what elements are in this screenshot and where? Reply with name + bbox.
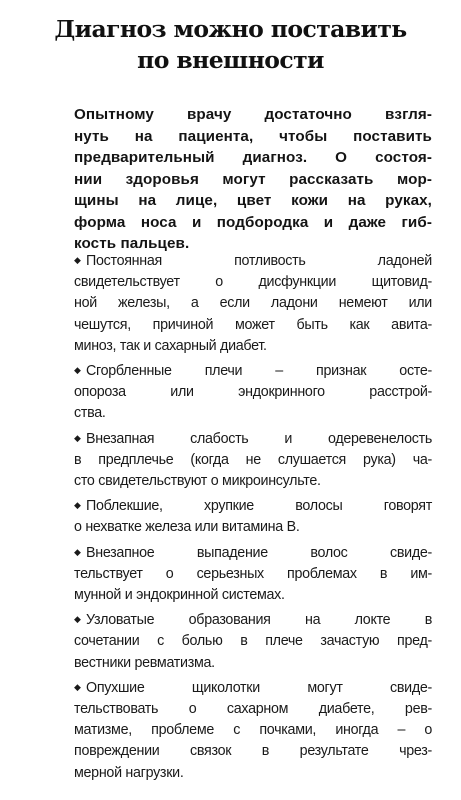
title-line: по внешности <box>137 46 324 74</box>
lead-line: нуть на пациента, чтобы поставить <box>74 127 432 145</box>
lead-paragraph <box>74 104 432 255</box>
symptom-item <box>74 495 432 538</box>
symptom-item <box>74 360 432 425</box>
bullet-diamond-icon: ◆ <box>74 432 81 443</box>
symptom-line: чешутся, причиной может быть как авита- <box>74 316 432 333</box>
symptom-line: свидетельствует о дисфункции щитовид- <box>74 274 432 291</box>
symptom-line: ной железы, а если ладони немеют или <box>74 295 432 312</box>
symptom-line-text: Внезапная слабость и одеревенелость <box>86 430 432 447</box>
bullet-diamond-icon: ◆ <box>74 546 81 557</box>
symptom-item <box>74 250 432 357</box>
symptom-line-text: Постоянная потливость ладоней <box>86 253 432 269</box>
symptom-line: тельствует о серьезных проблемах в им- <box>74 565 432 582</box>
symptom-line <box>74 360 432 382</box>
lead-line: кость пальцев. <box>74 235 190 252</box>
symptom-line: повреждении связок в результате чрез- <box>74 743 432 760</box>
symptom-line: ства. <box>74 405 106 422</box>
symptom-line: вестники ревматизма. <box>74 654 215 671</box>
symptom-line <box>74 542 432 564</box>
symptom-item <box>74 542 432 607</box>
article-title <box>10 14 451 76</box>
bullet-diamond-icon: ◆ <box>74 500 81 511</box>
symptom-line <box>74 609 432 631</box>
symptom-line-text: Опухшие щиколотки могут свиде- <box>86 679 432 696</box>
symptom-line: тельствовать о сахарном диабете, рев- <box>74 701 432 718</box>
lead-line: форма носа и подбородка и даже гиб- <box>74 213 432 231</box>
symptom-line <box>74 677 432 699</box>
symptom-line: матизме, проблеме с почками, иногда – о <box>74 722 432 739</box>
lead-line: Опытному врачу достаточно взгля- <box>74 106 432 123</box>
symptom-line: мерной нагрузки. <box>74 764 184 781</box>
title-line: Диагноз можно поставить <box>54 15 407 43</box>
symptom-line-text: Сгорбленные плечи – признак осте- <box>86 363 432 380</box>
symptom-line-text: Узловатые образования на локте в <box>86 612 432 629</box>
symptom-list <box>74 250 432 787</box>
symptom-item <box>74 677 432 784</box>
symptom-line <box>74 495 432 517</box>
bullet-diamond-icon: ◆ <box>74 255 81 265</box>
symptom-line <box>74 250 432 272</box>
symptom-line: о нехватке железа или витамина В. <box>74 519 300 536</box>
symptom-line-text: Внезапное выпадение волос свиде- <box>86 544 432 561</box>
symptom-line: мунной и эндокринной системах. <box>74 587 285 604</box>
symptom-line: в предплечье (когда не слушается рука) ча- <box>74 451 432 468</box>
symptom-item <box>74 609 432 674</box>
symptom-line: сто свидетельствуют о микроинсульте. <box>74 473 321 490</box>
symptom-item <box>74 428 432 493</box>
symptom-line <box>74 428 432 450</box>
bullet-diamond-icon: ◆ <box>74 614 81 625</box>
symptom-line: миноз, так и сахарный диабет. <box>74 337 267 354</box>
lead-line: предварительный диагноз. О состоя- <box>74 149 432 166</box>
bullet-diamond-icon: ◆ <box>74 681 81 692</box>
lead-line: щины на лице, цвет кожи на руках, <box>74 192 432 209</box>
symptom-line: сочетании с болью в плече зачастую пред- <box>74 633 432 650</box>
symptom-line: опороза или эндокринного расстрой- <box>74 384 432 401</box>
bullet-diamond-icon: ◆ <box>74 365 81 376</box>
lead-line: нии здоровья могут рассказать мор- <box>74 170 432 188</box>
symptom-line-text: Поблекшие, хрупкие волосы говорят <box>86 498 432 515</box>
